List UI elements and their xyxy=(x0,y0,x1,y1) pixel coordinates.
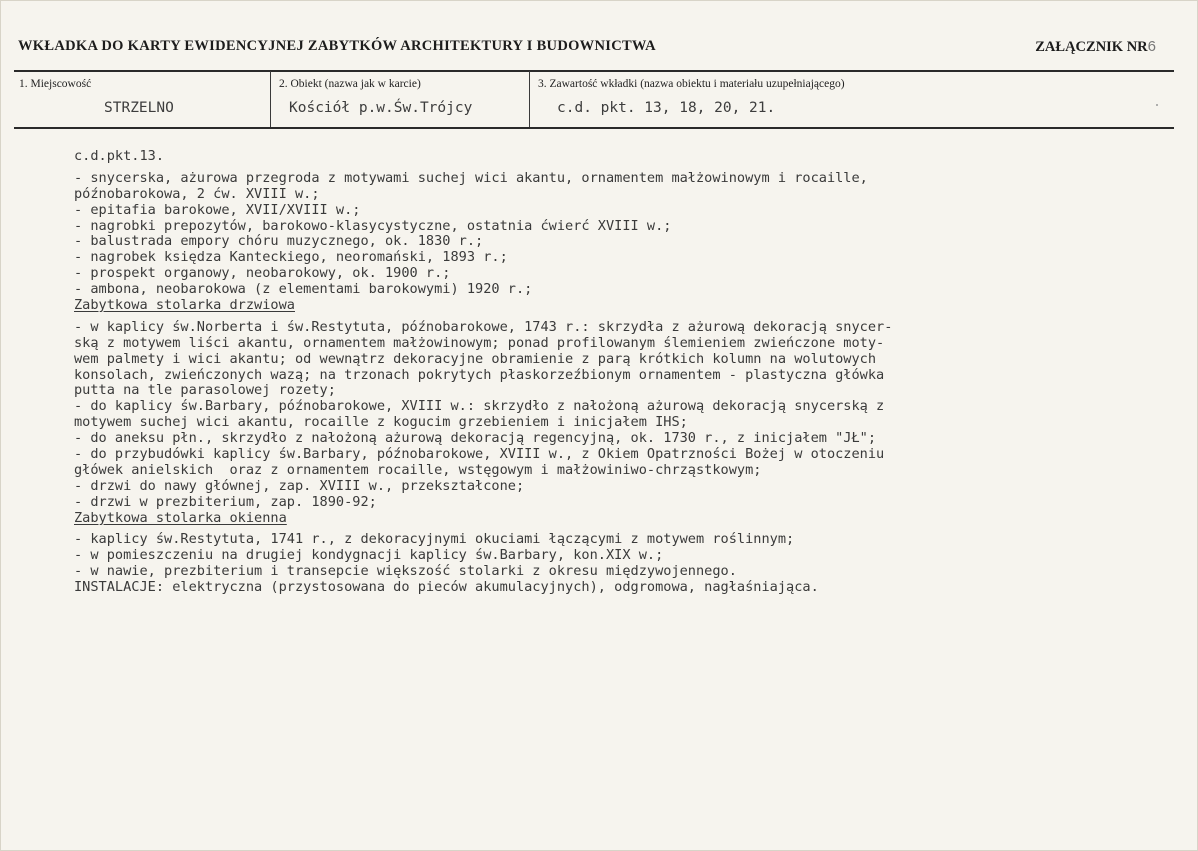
body-line: konsolach, zwieńczonych wazą; na trzonach pokrytych płaskorzeźbionym ornamentem - plastyczna główka xyxy=(74,366,885,383)
section-heading-windows: Zabytkowa stolarka okienna xyxy=(74,509,287,526)
section-heading-doors: Zabytkowa stolarka drzwiowa xyxy=(74,297,295,314)
locality-value: STRZELNO xyxy=(104,100,174,116)
object-label: 2. Obiekt (nazwa jak w karcie) xyxy=(279,78,421,90)
body-line: - drzwi w prezbiterium, zap. 1890-92; xyxy=(74,493,377,510)
body-line: - nagrobek księdza Kanteckiego, neoromański, 1893 r.; xyxy=(74,249,508,266)
body-line: - snycerska, ażurowa przegroda z motywami suchej wici akantu, ornamentem małżowinowym i rocaille, xyxy=(74,169,868,186)
attachment-label-text: ZAŁĄCZNIK NR xyxy=(1035,39,1148,55)
body-line: motywem suchej wici akantu, rocaille z kogucim grzebieniem i inicjałem IHS; xyxy=(74,414,688,431)
field-divider-2 xyxy=(529,71,530,127)
body-intro: c.d.pkt.13. xyxy=(74,148,165,164)
body-line: późnobarokowa, 2 ćw. XVIII w.; xyxy=(74,185,320,202)
body-line: - prospekt organowy, neobarokowy, ok. 1900 r.; xyxy=(74,265,451,282)
body-line: putta na tle parasolowej rozety; xyxy=(74,382,336,399)
body-line: - nagrobki prepozytów, barokowo-klasycystyczne, ostatnia ćwierć XVIII w.; xyxy=(74,217,672,234)
body-line: główek anielskich oraz z ornamentem rocaille, wstęgowym i małżowiniwo-chrząstkowym; xyxy=(74,461,762,478)
body-line: - do przybudówki kaplicy św.Barbary, późnobarokowe, XVIII w., z Okiem Opatrzności Bożej w otoczeniu xyxy=(74,446,885,463)
form-title: WKŁADKA DO KARTY EWIDENCYJNEJ ZABYTKÓW ARCHITEKTURY I BUDOWNICTWA xyxy=(18,38,656,54)
header-rule-top xyxy=(14,70,1174,72)
installations-line: INSTALACJE: elektryczna (przystosowana do pieców akumulacyjnych), odgromowa, nagłaśniająca. xyxy=(74,579,819,596)
body-line: - w kaplicy św.Norberta i św.Restytuta, późnobarokowe, 1743 r.: skrzydła z ażurową dekoracją snycer- xyxy=(74,318,893,335)
document-body xyxy=(74,149,1164,596)
header-rule-bottom xyxy=(14,127,1174,129)
attachment-number: 6 xyxy=(1147,38,1156,55)
body-line: - balustrada empory chóru muzycznego, ok. 1830 r.; xyxy=(74,233,484,250)
paper-speck xyxy=(1156,104,1158,106)
body-line: - ambona, neobarokowa (z elementami barokowymi) 1920 r.; xyxy=(74,281,533,298)
attachment-label xyxy=(1035,38,1156,56)
body-line: - do kaplicy św.Barbary, późnobarokowe, XVIII w.: skrzydło z nałożoną ażurową dekoracją snycerską z xyxy=(74,398,885,415)
locality-label: 1. Miejscowość xyxy=(19,78,92,90)
object-value: Kościół p.w.Św.Trójcy xyxy=(289,100,473,116)
contents-label: 3. Zawartość wkładki (nazwa obiektu i materiału uzupełniającego) xyxy=(538,78,845,90)
body-line: ską z motywem liści akantu, ornamentem małżowinowym; ponad profilowanym ślemieniem zwieńczone moty- xyxy=(74,334,885,351)
field-divider-1 xyxy=(270,71,271,127)
body-line: - w nawie, prezbiterium i transepcie większość stolarki z okresu międzywojennego. xyxy=(74,563,737,580)
body-line: wem palmety i wici akantu; od wewnątrz dekoracyjne obramienie z parą krótkich kolumn na wolutowych xyxy=(74,350,877,367)
body-line: - do aneksu płn., skrzydło z nałożoną ażurową dekoracją regencyjną, ok. 1730 r., z inicjałem "JŁ"; xyxy=(74,430,877,447)
contents-value: c.d. pkt. 13, 18, 20, 21. xyxy=(557,100,776,116)
body-line: - w pomieszczeniu na drugiej kondygnacji kaplicy św.Barbary, kon.XIX w.; xyxy=(74,547,664,564)
body-line: - epitafia barokowe, XVII/XVIII w.; xyxy=(74,201,361,218)
body-line: - drzwi do nawy głównej, zap. XVIII w., przekształcone; xyxy=(74,477,525,494)
body-line: - kaplicy św.Restytuta, 1741 r., z dekoracyjnymi okuciami łączącymi z motywem roślinnym; xyxy=(74,531,795,548)
